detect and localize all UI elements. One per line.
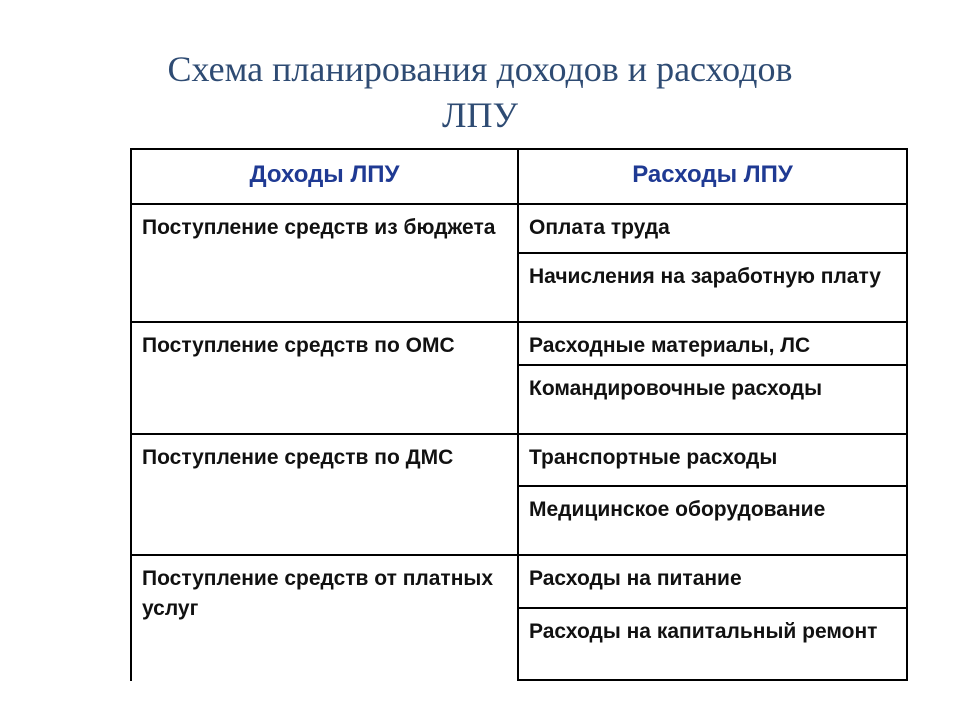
expense-cell: Транспортные расходы bbox=[529, 446, 778, 469]
expense-cell: Расходы на питание bbox=[529, 567, 742, 590]
title-line-1: Схема планирования доходов и расходов bbox=[167, 49, 793, 89]
expense-cell: Расходы на капитальный ремонт bbox=[529, 620, 878, 643]
expenses-header: Расходы ЛПУ bbox=[632, 161, 793, 188]
income-cell: Поступление средств из бюджета bbox=[142, 216, 496, 239]
expense-cell: Расходные материалы, ЛС bbox=[529, 334, 811, 357]
income-expenses-table bbox=[130, 148, 908, 681]
expense-cell: Командировочные расходы bbox=[529, 377, 823, 400]
title-line-2: ЛПУ bbox=[442, 95, 518, 135]
income-cell: Поступление средств от платных услуг bbox=[142, 567, 494, 620]
page-title bbox=[60, 46, 900, 138]
expense-cell: Медицинское оборудование bbox=[529, 498, 826, 521]
expense-cell: Оплата труда bbox=[529, 216, 670, 239]
table-border-bottom-right bbox=[517, 679, 908, 681]
income-cell: Поступление средств по ДМС bbox=[142, 446, 454, 469]
income-header: Доходы ЛПУ bbox=[249, 161, 400, 188]
expense-cell: Начисления на заработную плату bbox=[529, 265, 881, 288]
table-border-right bbox=[906, 148, 908, 681]
income-cell: Поступление средств по ОМС bbox=[142, 334, 455, 357]
